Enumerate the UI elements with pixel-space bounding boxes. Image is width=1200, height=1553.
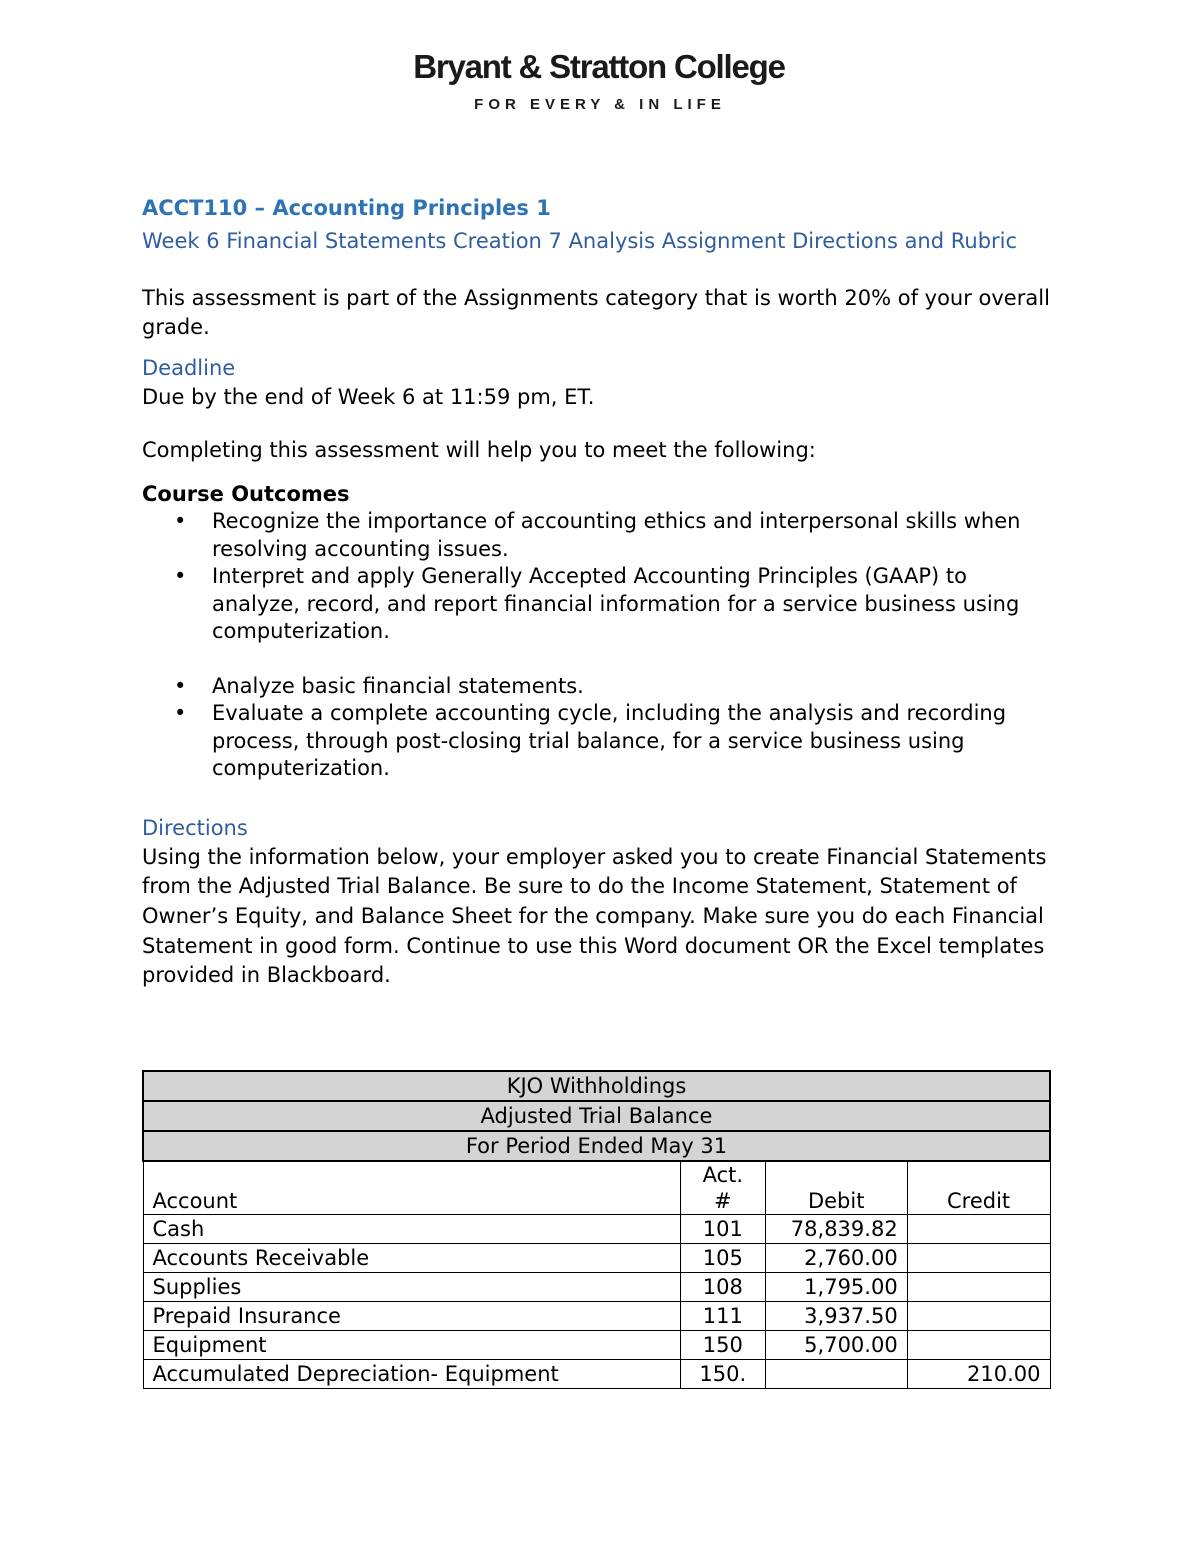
account-name: Equipment [143, 1331, 680, 1360]
debit-amount: 5,700.00 [765, 1331, 907, 1360]
account-name: Accumulated Depreciation- Equipment [143, 1360, 680, 1389]
credit-amount [907, 1215, 1050, 1244]
credit-amount [907, 1302, 1050, 1331]
credit-amount: 210.00 [907, 1360, 1050, 1389]
list-spacer [142, 646, 1054, 673]
completing-text: Completing this assessment will help you to meet the following: [142, 437, 816, 462]
credit-amount [907, 1273, 1050, 1302]
outcomes-list [142, 508, 1054, 783]
table-row [143, 1360, 1050, 1389]
table-row [143, 1331, 1050, 1360]
account-number: 101 [680, 1215, 765, 1244]
deadline-heading: Deadline [142, 356, 236, 380]
course-title: ACCT110 – Accounting Principles 1 [142, 196, 551, 220]
outcomes-heading: Course Outcomes [142, 482, 350, 506]
list-item: • Evaluate a complete accounting cycle, including the analysis and recording process, through post-closing trial balance, for a service business using computerization. [174, 701, 1007, 780]
debit-amount: 3,937.50 [765, 1302, 907, 1331]
credit-amount [907, 1331, 1050, 1360]
account-number: 105 [680, 1244, 765, 1273]
list-item: • Interpret and apply Generally Accepted Accounting Principles (GAAP) to analyze, record, and report financial information for a service business using computerization. [174, 564, 1020, 643]
table-row [143, 1273, 1050, 1302]
college-tagline: FOR EVERY & IN LIFE [474, 96, 726, 113]
account-name: Accounts Receivable [143, 1244, 680, 1273]
account-name: Supplies [143, 1273, 680, 1302]
table-title: Adjusted Trial Balance [143, 1101, 1050, 1131]
bullet-icon: • [174, 673, 187, 698]
college-logo [0, 48, 1200, 113]
col-header-account: Account [143, 1161, 680, 1215]
table-row [143, 1244, 1050, 1273]
account-name: Cash [143, 1215, 680, 1244]
debit-amount [765, 1360, 907, 1389]
account-number: 150 [680, 1331, 765, 1360]
credit-amount [907, 1244, 1050, 1273]
directions-heading: Directions [142, 815, 248, 840]
account-number: 108 [680, 1273, 765, 1302]
debit-amount: 1,795.00 [765, 1273, 907, 1302]
table-row [143, 1302, 1050, 1331]
account-name: Prepaid Insurance [143, 1302, 680, 1331]
debit-amount: 2,760.00 [765, 1244, 907, 1273]
assignment-subtitle: Week 6 Financial Statements Creation 7 Analysis Assignment Directions and Rubric [142, 229, 1018, 253]
directions-text: Using the information below, your employer asked you to create Financial Statements from the Adjusted Trial Balance. Be sure to do the Income Statement, Statement of Owner’s Equity, and Balance Sheet for the company. Make sure you do each Financial Statement in good form. Continue to use this Word document OR the Excel templates provided in Blackboard. [142, 844, 1047, 988]
table-period: For Period Ended May 31 [143, 1131, 1050, 1161]
account-number: 150. [680, 1360, 765, 1389]
college-name: Bryant & Stratton College [413, 48, 785, 85]
intro-paragraph: This assessment is part of the Assignments category that is worth 20% of your overall grade. [142, 286, 1050, 339]
col-header-debit: Debit [765, 1161, 907, 1215]
bullet-icon: • [174, 564, 187, 588]
list-item: • Analyze basic financial statements. [142, 673, 1054, 701]
bullet-icon: • [174, 701, 187, 725]
list-item: • Recognize the importance of accounting ethics and interpersonal skills when resolving accounting issues. [174, 509, 1021, 561]
debit-amount: 78,839.82 [765, 1215, 907, 1244]
trial-balance-table [142, 1070, 1051, 1389]
col-header-act-no: Act. # [680, 1161, 765, 1215]
company-name: KJO Withholdings [143, 1071, 1050, 1101]
bullet-icon: • [174, 509, 187, 533]
col-header-credit: Credit [907, 1161, 1050, 1215]
deadline-text: Due by the end of Week 6 at 11:59 pm, ET. [142, 385, 595, 409]
document-body [142, 192, 1054, 991]
account-number: 111 [680, 1302, 765, 1331]
table-row [143, 1215, 1050, 1244]
